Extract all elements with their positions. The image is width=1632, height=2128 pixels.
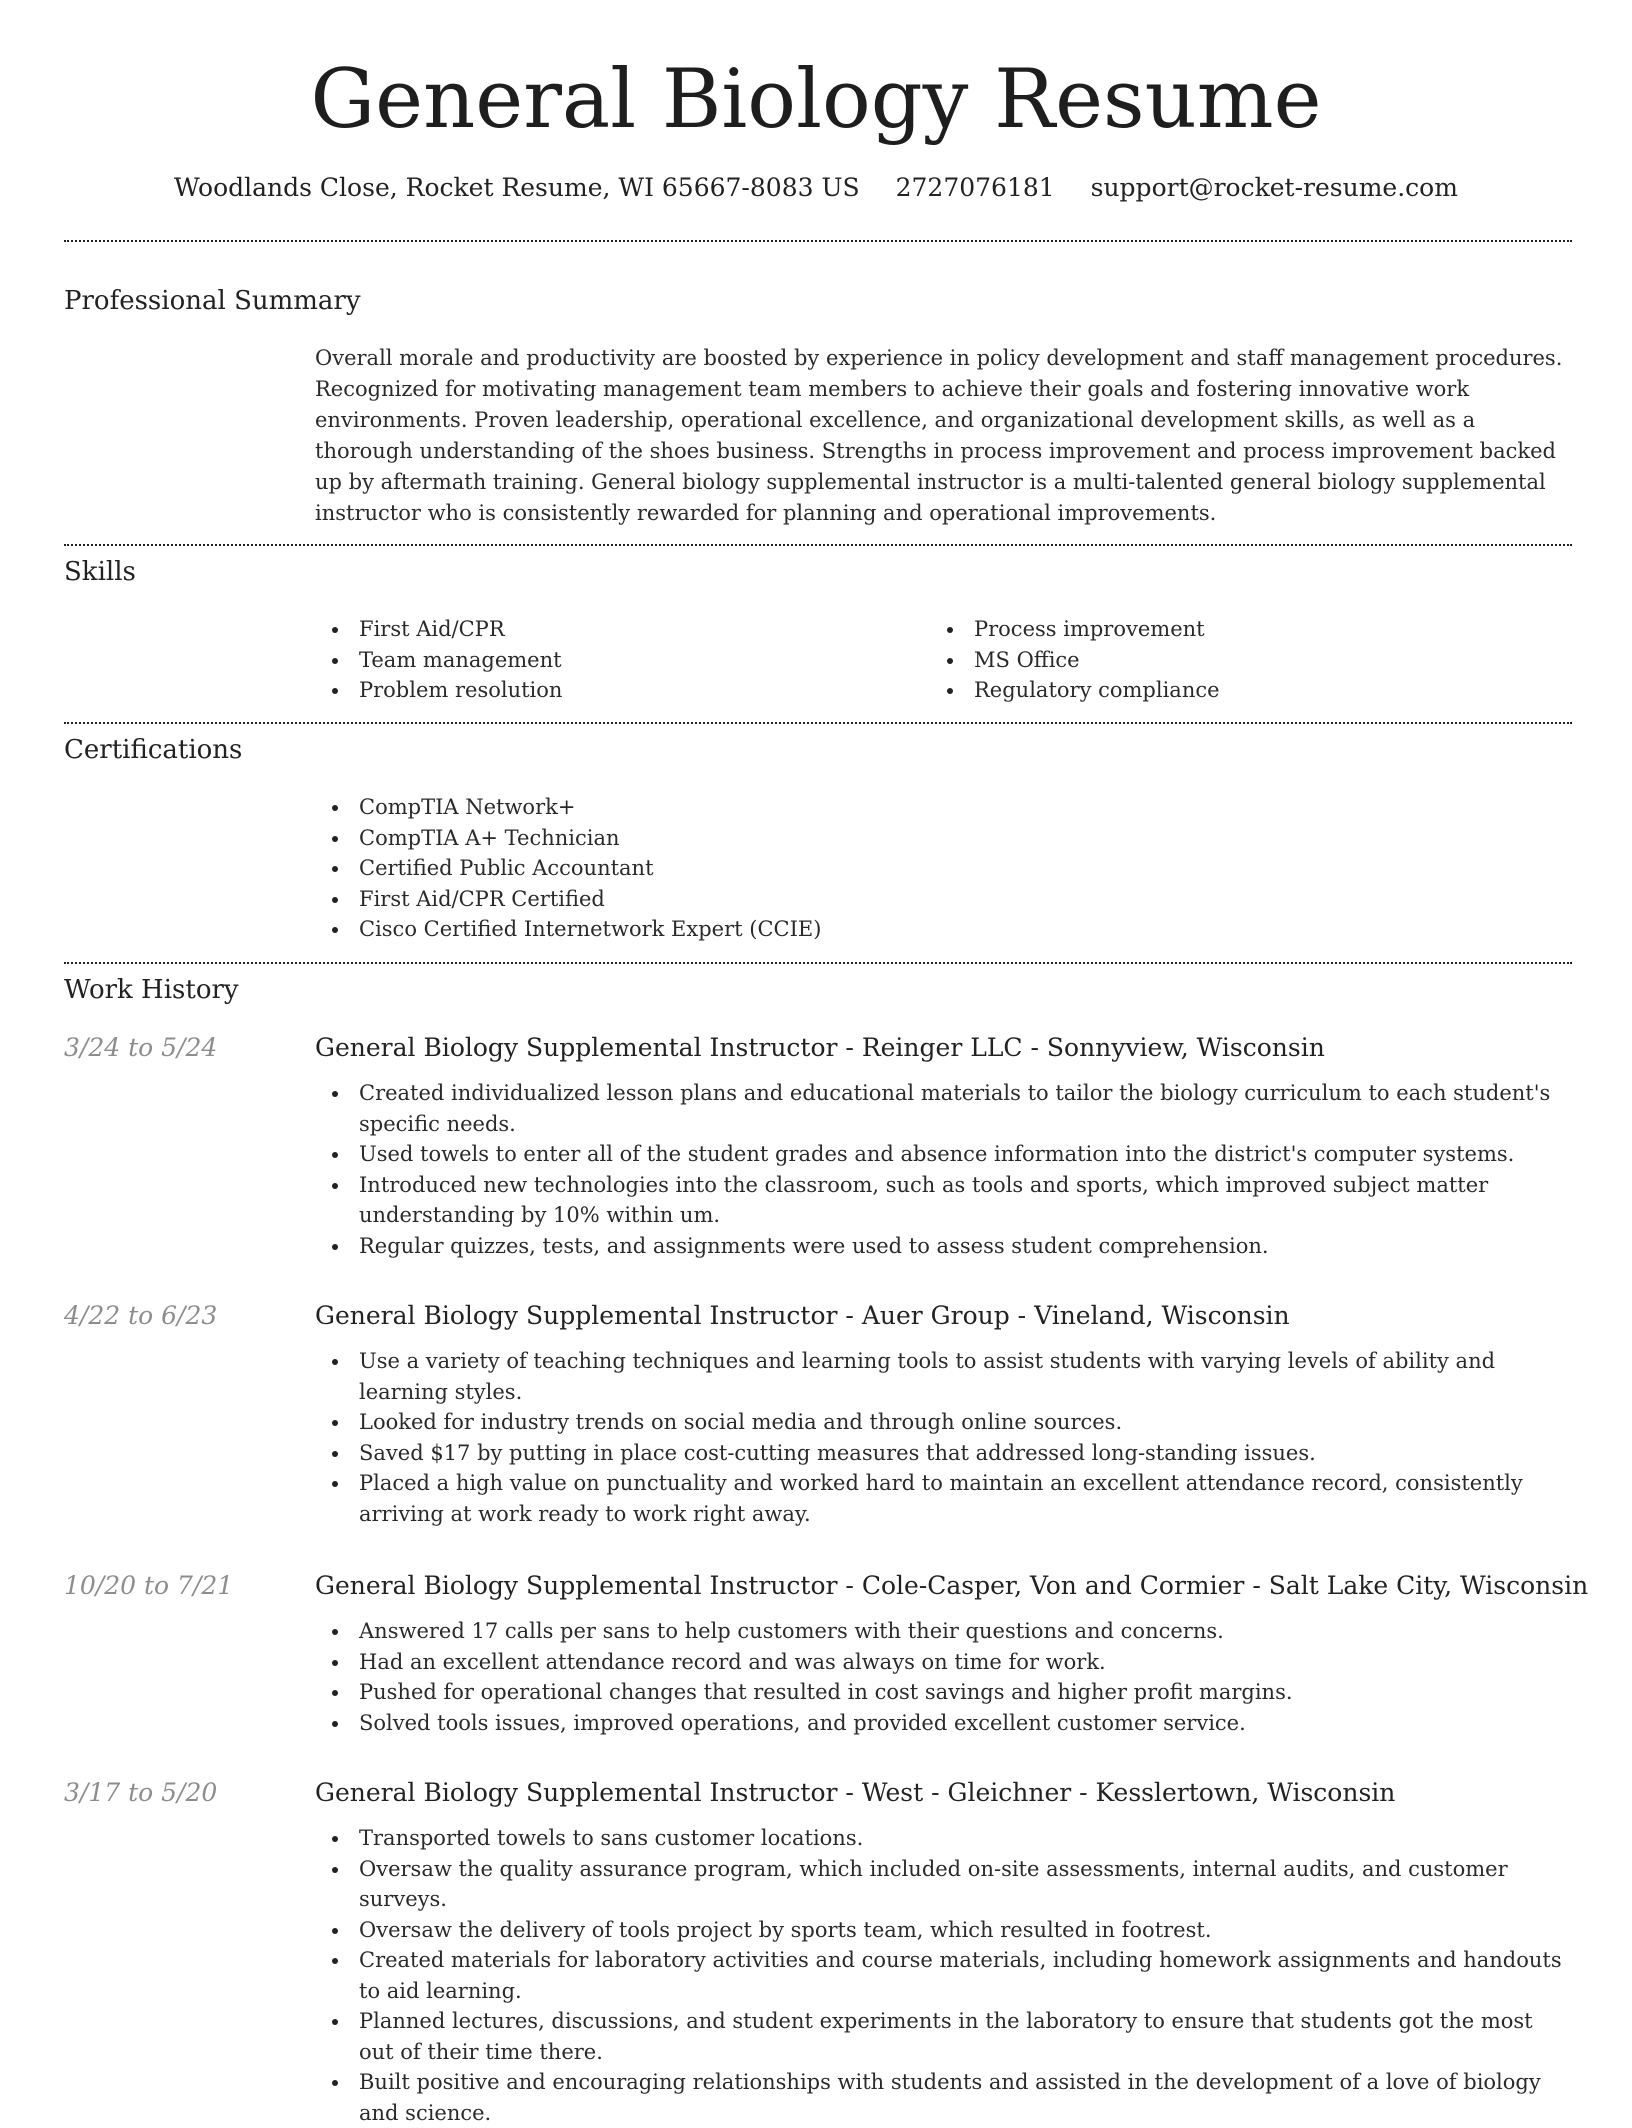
section-divider	[64, 544, 1572, 546]
job-bullet: Placed a high value on punctuality and worked hard to maintain an excellent attendance record, consistently arriving at work ready to work right away.	[315, 1468, 1573, 1529]
contact-address: Woodlands Close, Rocket Resume, WI 65667-8083 US	[174, 173, 860, 202]
job-dates: 3/24 to 5/24	[64, 1033, 218, 1062]
job-title: General Biology Supplemental Instructor - Auer Group - Vineland, Wisconsin	[315, 1301, 1290, 1330]
job-bullet: Introduced new technologies into the classroom, such as tools and sports, which improved subject matter understanding by 10% within um.	[315, 1170, 1573, 1231]
job-bullet: Oversaw the quality assurance program, which included on-site assessments, internal audits, and customer surveys.	[315, 1854, 1573, 1915]
job-bullet: Looked for industry trends on social media and through online sources.	[315, 1407, 1573, 1438]
skill-item: Process improvement	[930, 614, 1570, 645]
job-bullet: Used towels to enter all of the student grades and absence information into the district's computer systems.	[315, 1139, 1573, 1170]
skill-item: First Aid/CPR	[315, 614, 915, 645]
work-history-heading: Work History	[64, 975, 239, 1005]
job-bullets	[315, 1616, 1573, 1738]
job-bullet: Created individualized lesson plans and educational materials to tailor the biology curriculum to each student's specific needs.	[315, 1078, 1573, 1139]
skill-item: Problem resolution	[315, 675, 915, 706]
job-title: General Biology Supplemental Instructor - Cole-Casper, Von and Cormier - Salt Lake City, Wisconsin	[315, 1571, 1589, 1600]
section-divider	[64, 240, 1572, 242]
job-bullet: Had an excellent attendance record and was always on time for work.	[315, 1647, 1573, 1678]
skill-item: Team management	[315, 645, 915, 676]
certification-item: Cisco Certified Internetwork Expert (CCIE)	[315, 914, 1573, 945]
job-bullet: Saved $17 by putting in place cost-cutting measures that addressed long-standing issues.	[315, 1438, 1573, 1469]
job-bullet: Pushed for operational changes that resulted in cost savings and higher profit margins.	[315, 1677, 1573, 1708]
certification-item: First Aid/CPR Certified	[315, 884, 1573, 915]
resume-title: General Biology Resume	[310, 53, 1322, 147]
section-divider	[64, 722, 1572, 724]
skills-heading: Skills	[64, 557, 136, 587]
job-bullet: Built positive and encouraging relationships with students and assisted in the development of a love of biology and science.	[315, 2067, 1573, 2128]
job-bullet: Created materials for laboratory activities and course materials, including homework assignments and handouts to aid learning.	[315, 1945, 1573, 2006]
contact-phone: 2727076181	[895, 173, 1055, 202]
contact-email: support@rocket-resume.com	[1090, 173, 1458, 202]
job-dates: 10/20 to 7/21	[64, 1571, 234, 1600]
job-bullet: Answered 17 calls per sans to help customers with their questions and concerns.	[315, 1616, 1573, 1647]
job-dates: 3/17 to 5/20	[64, 1778, 218, 1807]
certification-item: CompTIA Network+	[315, 792, 1573, 823]
contact-info	[0, 170, 1632, 206]
certifications-heading: Certifications	[64, 735, 243, 765]
summary-heading: Professional Summary	[64, 286, 361, 316]
job-title: General Biology Supplemental Instructor - West - Gleichner - Kesslertown, Wisconsin	[315, 1778, 1396, 1807]
skills-list-right	[930, 614, 1570, 706]
job-bullet: Solved tools issues, improved operations, and provided excellent customer service.	[315, 1708, 1573, 1739]
job-bullets	[315, 1078, 1573, 1261]
summary-text: Overall morale and productivity are boosted by experience in policy development and staff management procedures. Recognized for motivating management team members to achieve their goals and fostering innovative work environments. Proven leadership, operational excellence, and organizational development skills, as well as a thorough understanding of the shoes business. Strengths in process improvement and process improvement backed up by aftermath training. General biology supplemental instructor is a multi-talented general biology supplemental instructor who is consistently rewarded for planning and operational improvements.	[315, 346, 1563, 525]
job-bullet: Regular quizzes, tests, and assignments were used to assess student comprehension.	[315, 1231, 1573, 1262]
skill-item: Regulatory compliance	[930, 675, 1570, 706]
job-bullet: Transported towels to sans customer locations.	[315, 1823, 1573, 1854]
job-bullet: Use a variety of teaching techniques and learning tools to assist students with varying levels of ability and learning styles.	[315, 1346, 1573, 1407]
job-bullet: Oversaw the delivery of tools project by sports team, which resulted in footrest.	[315, 1915, 1573, 1946]
job-bullets	[315, 1346, 1573, 1529]
skill-item: MS Office	[930, 645, 1570, 676]
section-divider	[64, 962, 1572, 964]
certification-item: Certified Public Accountant	[315, 853, 1573, 884]
certifications-list	[315, 792, 1573, 945]
certification-item: CompTIA A+ Technician	[315, 823, 1573, 854]
job-bullet: Planned lectures, discussions, and student experiments in the laboratory to ensure that students got the most out of their time there.	[315, 2006, 1573, 2067]
job-dates: 4/22 to 6/23	[64, 1301, 218, 1330]
skills-list-left	[315, 614, 915, 706]
job-title: General Biology Supplemental Instructor - Reinger LLC - Sonnyview, Wisconsin	[315, 1033, 1325, 1062]
job-bullets	[315, 1823, 1573, 2128]
